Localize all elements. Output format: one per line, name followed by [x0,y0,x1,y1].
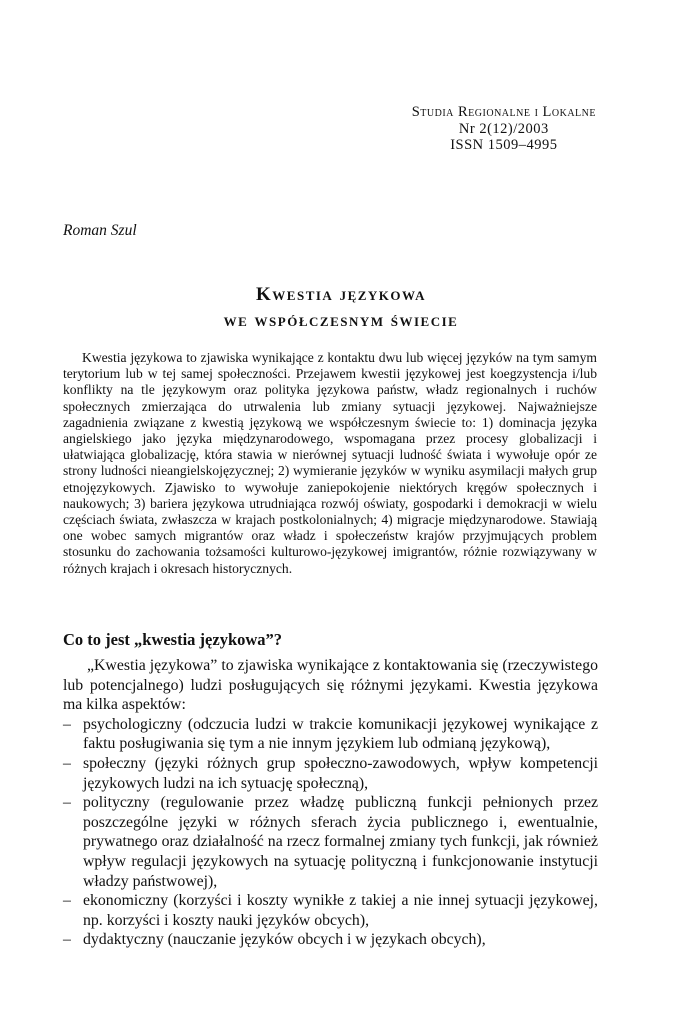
dash-marker: – [63,931,71,949]
journal-name: Studia Regionalne i Lokalne [411,104,596,120]
journal-header [412,104,596,154]
list-item [63,715,598,754]
list-item-text: dydaktyczny (nauczanie języków obcych i w językach obcych), [83,931,486,949]
list-item-text: społeczny (języki różnych grup społeczno-zawodowych, wpływ kompetencji językowych ludzi na ich sytuację społeczną), [83,754,598,792]
dash-marker: – [63,754,71,772]
article-title-line-2: we współczesnym świecie [223,310,459,331]
issn: ISSN 1509–4995 [450,137,558,153]
author-name: Roman Szul [63,222,137,239]
list-item-text: psychologiczny (odczucia ludzi w trakcie komunikacji językowej wynikające z faktu posługiwania się tym a nie innym językiem lub odmianą językową), [83,715,598,753]
dash-marker: – [63,892,71,910]
list-item-text: ekonomiczny (korzyści i koszty wynikłe z takiej a nie innej sytuacji językowej, np. korzyści i koszty nauki języków obcych), [83,892,598,929]
section-body [63,656,598,950]
abstract-text: Kwestia językowa to zjawiska wynikające z kontaktu dwu lub więcej języków na tym samym terytorium lub w tej samej społeczności. Przejawem kwestii językowej jest koegzystencja i/lub konflikty na tle językowym oraz polityka językowa państw, władz regionalnych i ruchów społecznych zmierzająca do utrwalenia lub zmiany sytuacji językowej. Najważniejsze zagadnienia związane z kwestią językową we współczesnym świecie to: 1) dominacja języka angielskiego jako języka międzynarodowego, wspomagana przez procesy globalizacji i ułatwiająca globalizację, która stawia w nierównej sytuacji ludność świata i wywołuje opór ze strony ludności nieangielskojęzycznej; 2) wymieranie języków w wyniku asymilacji małych grup etnojęzykowych. Zjawisko to wywołuje zaniepokojenie niektórych kręgów społecznych i naukowych; 3) bariera językowa utrudniająca rozwój oświaty, gospodarki i demokracji w wielu częściach świata, zwłaszcza w krajach postkolonialnych; 4) migracje międzynarodowe. Stawiają one wobec samych migrantów oraz władz i społeczeństw krajów przyjmujących problem stosunku do zachowania tożsamości kulturowo-językowej imigrantów, różnie rozwiązywany w różnych krajach i okresach historycznych. [63,350,597,576]
list-item [63,793,598,891]
aspects-list [63,715,598,950]
article-title [0,282,682,334]
dash-marker: – [63,794,71,812]
section-heading: Co to jest „kwestia językowa”? [63,630,283,649]
issue-number: Nr 2(12)/2003 [458,120,549,137]
list-item [63,754,598,793]
list-item-text: polityczny (regulowanie przez władzę publiczną funkcji pełnionych przez poszczególne języki w różnych sferach życia publicznego i, ewentualnie, prywatnego oraz działalność na rzecz formalnej zmiany tych funkcji, jak również wpływ regulacji językowych na sytuację polityczną i funkcjonowanie instytucji władzy państwowej), [83,794,598,890]
section-intro-paragraph: „Kwestia językowa” to zjawiska wynikające z kontaktowania się (rzeczywistego lub potencjalnego) ludzi posługujących się różnymi językami. Kwestia językowa ma kilka aspektów: [63,657,598,714]
list-item [63,891,598,930]
list-item [63,930,598,950]
dash-marker: – [63,715,71,733]
article-title-line-1: Kwestia językowa [256,284,426,305]
abstract [63,350,597,577]
